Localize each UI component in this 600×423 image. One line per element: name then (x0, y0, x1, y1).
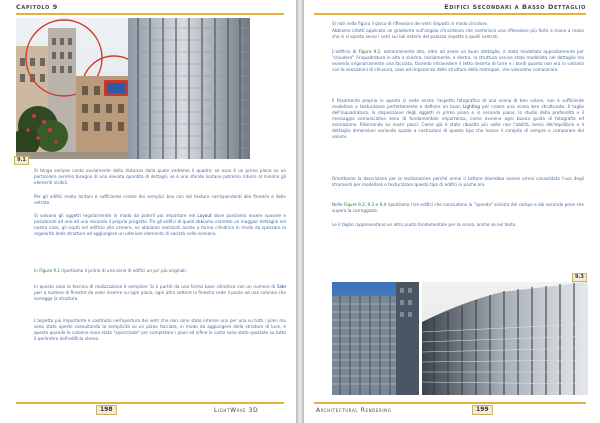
figure-badge: 9.1 (14, 156, 29, 165)
figure-reference[interactable]: Figura 9.2 (358, 49, 381, 54)
paragraph (332, 176, 584, 188)
figure-badge: 9.3 (572, 273, 587, 282)
paragraph-text: Abbiamo infatti applicato un gradiente sull'angolo d'incidenza che conferisce una riflessione più forte a mano a mano che ci si sposta verso i vetri sui lati esterni del palazzo rispetto a quelli centrali. (332, 28, 584, 39)
paragraph-text: Il fissamento proprio in questo si vede anche l'aspetto fotografico di una scena di ben colore, non è sufficiente modellare e texturizzare perfettamente e definire un buon (332, 98, 584, 109)
figure-9-3-photo (422, 282, 588, 395)
paragraph-text: In questo caso la tecnica di realizzazione è semplice: Si è partiti da una forma base cilindrica con un numero di (34, 284, 277, 289)
keyword: Layout (197, 213, 212, 218)
paragraph-text: In (34, 268, 40, 273)
paragraph (332, 28, 584, 40)
paragraph-text: L'edificio di (332, 49, 359, 54)
cylindrical-building-image (16, 18, 250, 159)
paragraph-text: Omettiamo la descrizione per la realizzazione perché ormai il Lettore dovrebbe essere ormai consolidato l'uso degli strumenti per modellare e texturizzare questo tipo di edifici in poche ore. (332, 176, 584, 187)
chapter-header: Capitolo 9 (16, 3, 58, 11)
paragraph (34, 318, 286, 342)
keyword: Side (276, 284, 286, 289)
book-title: LightWave 3D (214, 407, 259, 414)
curved-tower-image (422, 282, 588, 395)
figure-reference[interactable]: Figure 9.2, 9.3 e 9.4 (343, 202, 387, 207)
paragraph (332, 222, 572, 228)
paragraph-text: L'aspetto più importante è costituito nell'apertura dei vetri che non sono state intense una per una su tutti i piani ma sono state aperte consultando la semplicità su un piano facciata, in modo da aggiungere delle striature di luce, e questo quando le colonne sono stata "specchiate" per completare i piani ed infine le coste sono state spostate su tutto il perimetro dell'edificio stesso. (34, 318, 286, 341)
paragraph (332, 21, 584, 27)
paragraph (34, 284, 286, 302)
section-header: Edifici Secondari a Basso Dettaglio (444, 3, 586, 11)
paragraph (34, 213, 286, 237)
figure-reference[interactable]: Figura 9.1 (39, 268, 61, 273)
book-title: Architectural Rendering (316, 407, 392, 414)
header-rule (16, 13, 284, 15)
footer-rule (16, 402, 284, 404)
paragraph (332, 49, 584, 73)
paragraph-text: riportiamo i tre edifici che concludono la "sponda" sinistra del campo e dal secondo pone che supera la carreggiata. (332, 202, 584, 213)
paragraph-text: Le il taglio rappresentano un altro punto fondamentale per la scena, anche se nel testo. (332, 222, 517, 227)
header-rule (314, 13, 586, 15)
page-number: 199 (472, 405, 493, 415)
paragraph (34, 168, 286, 186)
paragraph-text: Si salvano gli oggetti regolarmente in modo da poterli poi importare nel (34, 213, 198, 218)
paragraph (34, 268, 286, 274)
paragraph-text: Si tenga sempre conto ovviamente della distanza dalla quale vedremo il quadro: se esso è un primo piano su un particolare avremo bisogno di una elevata quantità di dettagli, se è uno sfondo lontano potremo ridurre al minimo gli elementi visibili. (34, 168, 286, 185)
book-gutter (296, 0, 304, 423)
paragraph-text: Si noti nella figura il gioco di riflessioni dei vetri disposti in modo circolare. (332, 21, 489, 26)
keyword: Lighting (462, 104, 480, 109)
paragraph-text: pari a numero di finestre da voler inserire su ogni piano, ogni altro settore la finestra cede il posto ad una colonna che sorregge la struttura. (34, 290, 286, 301)
paragraph-text: dove possiamo essere sposare e posizionati ad uno ad uno secondo il proprio progetto. Tra gli edifici di quelli abbiamo corrente un maggior dettaglio nel nostro caso, gli ospiti nel edificio alla camera, ne abbiamo realizzati anche a forma cilindrica in modo da spezzare la regolarità delle strutture ed aggiungere un ulteriore elemento di varietà nello scenario. (34, 213, 286, 236)
paragraph (34, 194, 286, 206)
page-number: 198 (96, 405, 117, 415)
paragraph (332, 98, 584, 140)
paragraph-text: Nelle (332, 202, 344, 207)
figure-9-1-photo (16, 18, 250, 159)
left-page (0, 0, 296, 423)
paragraph-text: riportiamo il primo di una serie di edifici un po' più originali. (60, 268, 187, 273)
paragraph-text: , estremamente alto, oltre ad avere un buon dettaglio, è stato modellato appositamente per "chiudere" l'inquadratura in alto a sinistra. Inizialmente, a destra, la struttura veniva stata modellata nel dettaglio ma essendo originariamente una facciata, facendo intravedere il tetto deserto di torre e i bordi quanto non era in sintonia con le sensazioni di chiusura, caos ed imponenza delle strutture della metropoli, che volevamo comunicare. (332, 49, 584, 72)
footer-rule (314, 402, 586, 404)
paragraph (332, 202, 584, 214)
figure-9-2-photo (332, 282, 419, 395)
right-page (304, 0, 600, 423)
paragraph-text: Per gli edifici molto lontani è sufficiente creare dei semplici box con dei texture corrispondenti alle finestre e delle vetrate. (34, 194, 286, 205)
stepped-tower-image (332, 282, 419, 395)
paragraph-text: per creare una scena ben strutturata. Il taglio dell'inquadratura, la disposizione degli oggetti in primo piano e in secondo piano, lo studio della profondità e il messaggio comunicativo sono di fondamentale importanza, come avviene ogni buona guida di fotografia ed animazione. Ritornando su nostri passi: Come già è stato ribadito più volte non l'abilità, bensì dell'equilibrio e il dettaglio dimensioni variando spazio a costruzioni di questo tipo che hanno il compito di sempre e comparare del volumi. (332, 104, 584, 139)
